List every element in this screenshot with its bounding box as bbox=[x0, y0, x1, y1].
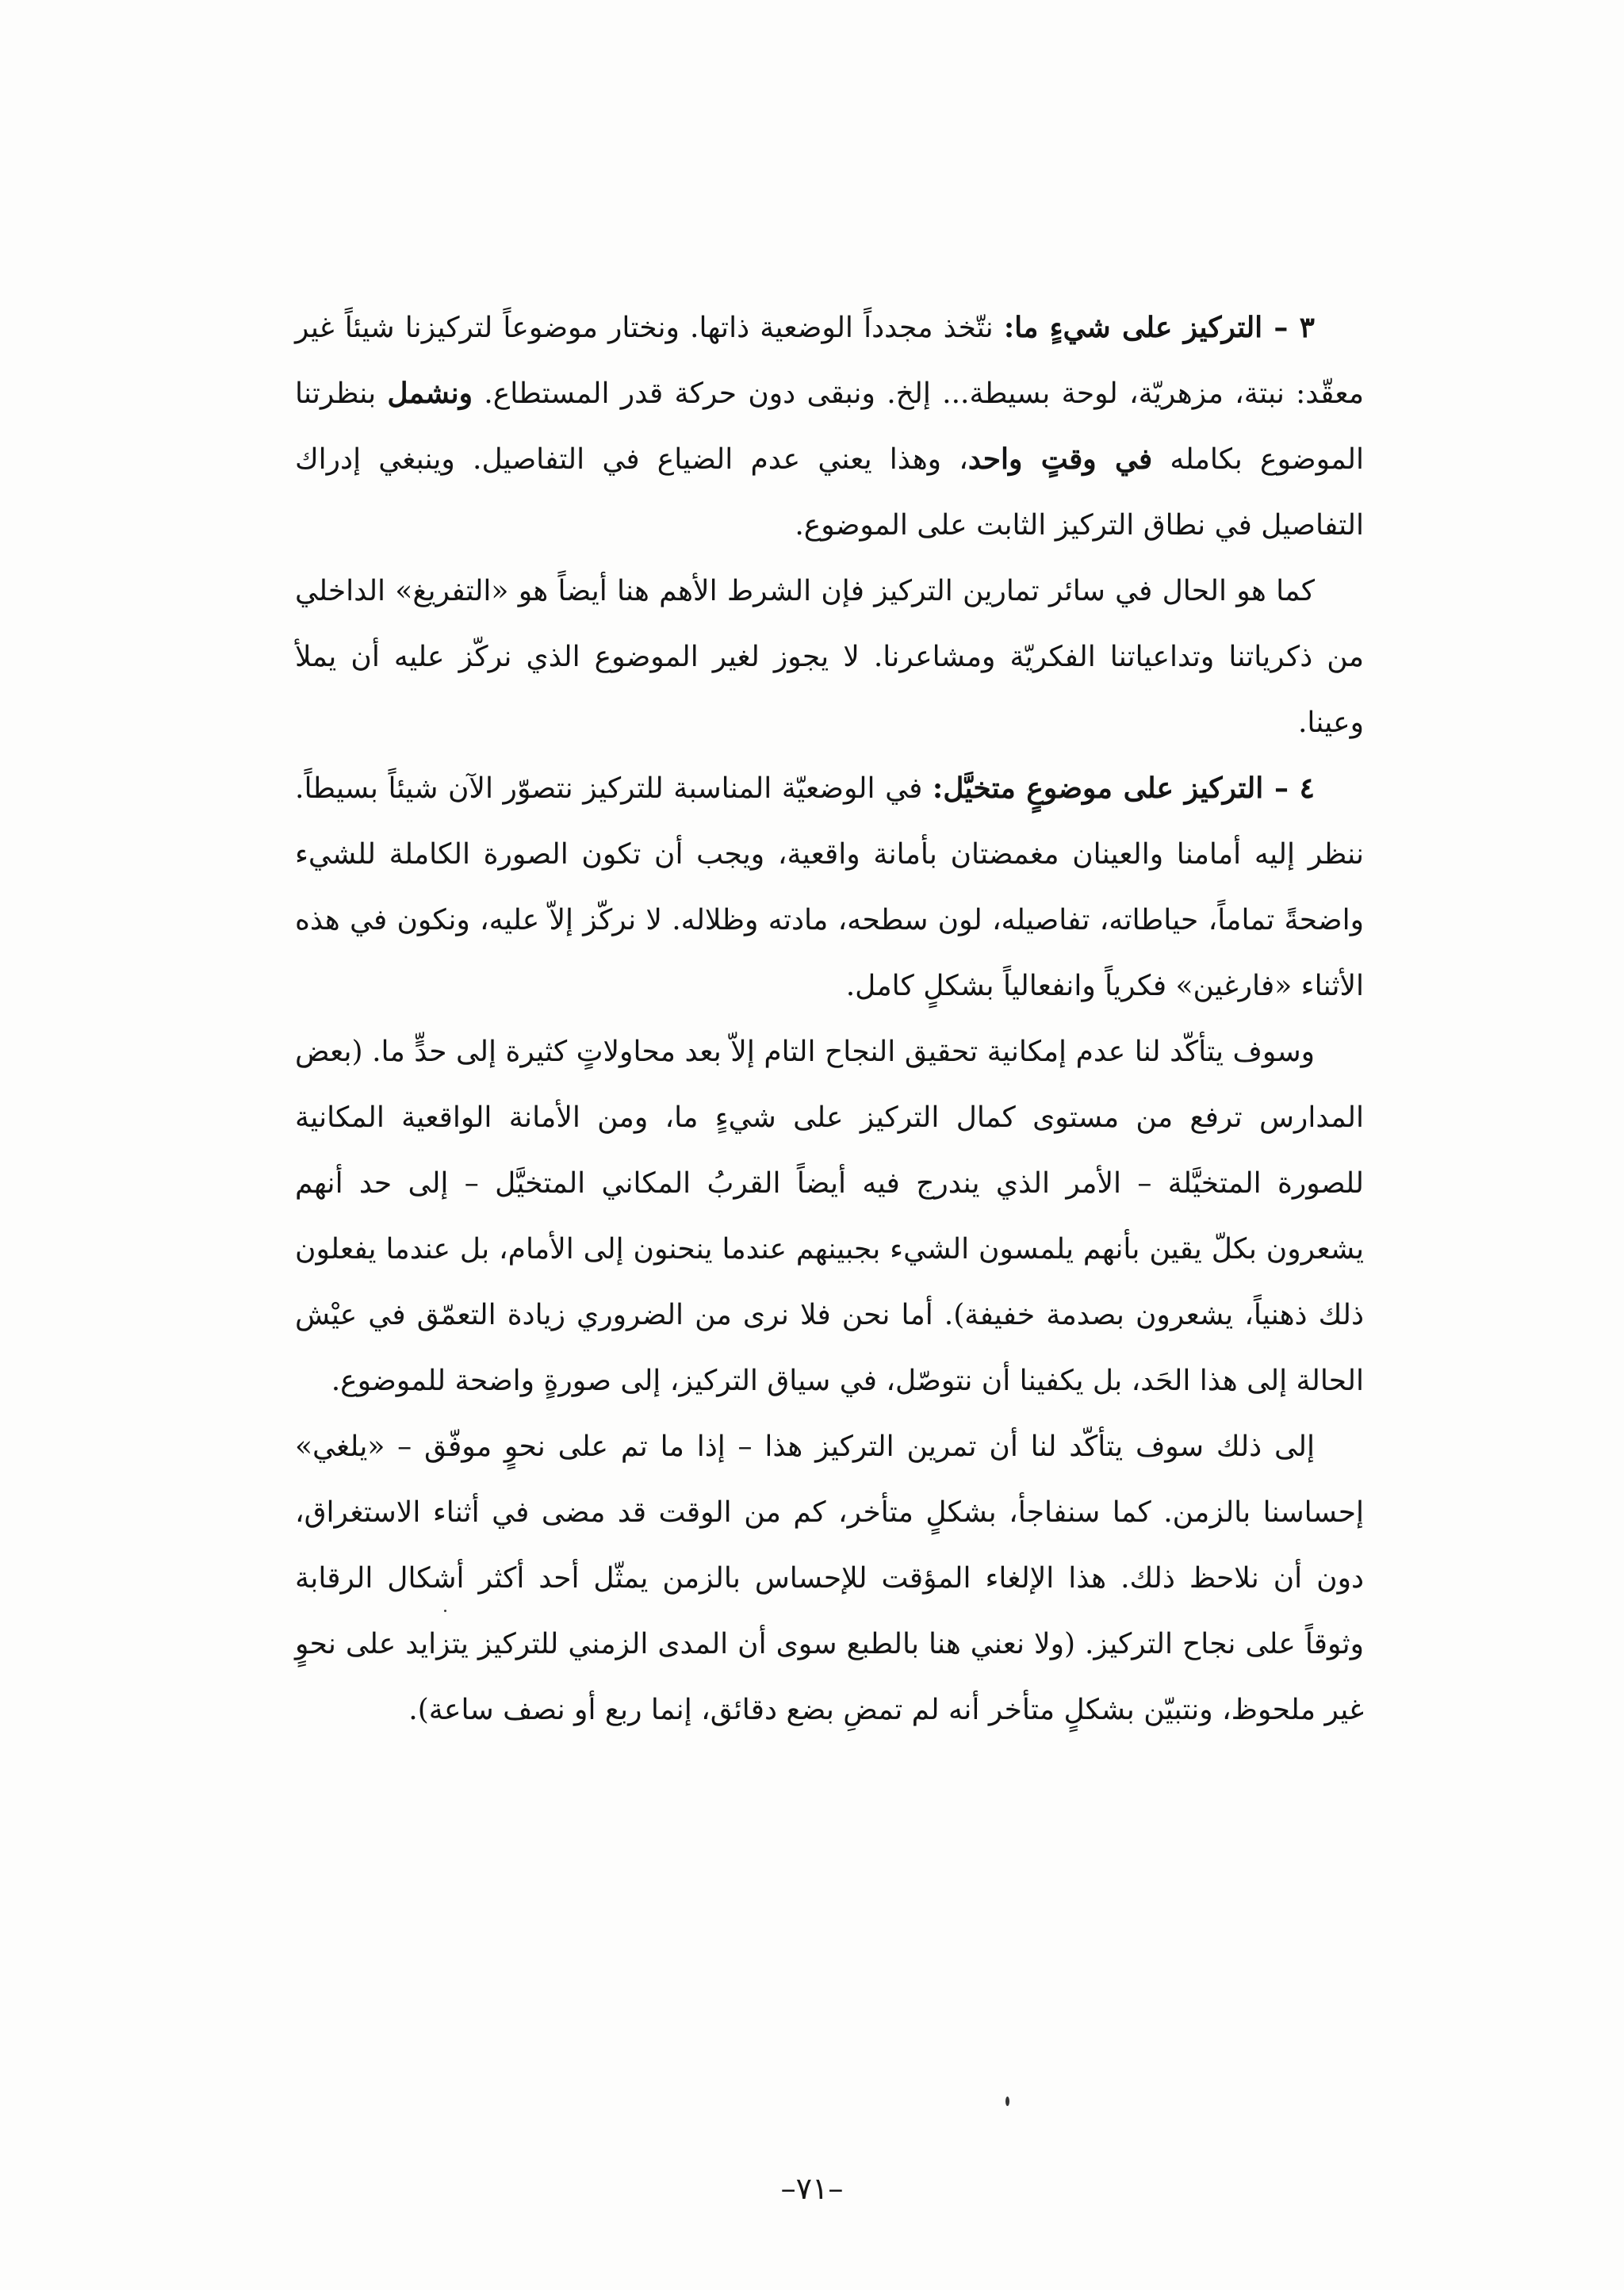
paragraph-time bbox=[295, 1414, 1364, 1743]
paragraph-3 bbox=[295, 295, 1364, 558]
paragraph-emptying bbox=[295, 558, 1364, 756]
page-number: –٧١– bbox=[780, 2171, 844, 2206]
body-text bbox=[295, 295, 1364, 1743]
ink-speck bbox=[1005, 2097, 1009, 2106]
paragraph-text: ، وهذا يعني عدم الضياع في التفاصيل. وينبغي إدراك التفاصيل في نطاق التركيز الثابت على الموضوع. bbox=[295, 443, 1364, 542]
paragraph-text: نتّخذ مجدداً الوضعية ذاتها. ونختار موضوعاً لتركيزنا شيئاً غير معقّد: نبتة، مزهريّة، لوحة بسيطة... إلخ. ونبقى دون حركة قدر المستطاع. bbox=[295, 312, 1364, 410]
paragraph-text: في الوضعيّة المناسبة للتركيز نتصوّر الآن شيئاً بسيطاً. ننظر إليه أمامنا والعينان مغمضتان بأمانة واقعية، ويجب أن تكون الصورة الكاملة للشيء واضحةً تماماً، حياطاته، تفاصيله، لون سطحه، مادته وظلاله. لا نركّز إلاّ عليه، ونكون في هذه الأثناء «فارغين» فكرياً وانفعالياً بشكلٍ كامل. bbox=[295, 772, 1364, 1002]
emphasis-text: ونشمل bbox=[387, 377, 473, 410]
paragraph-text: بنظرتنا الموضوع بكامله bbox=[295, 377, 1364, 476]
paragraph-text: كما هو الحال في سائر تمارين التركيز فإن الشرط الأهم هنا أيضاً هو «التفريغ» الداخلي من ذكرياتنا وتداعياتنا الفكريّة ومشاعرنا. لا يجوز لغير الموضوع الذي نركّز عليه أن يملأ وعينا. bbox=[295, 575, 1364, 739]
ink-speck bbox=[444, 1610, 446, 1612]
paragraph-text: وسوف يتأكّد لنا عدم إمكانية تحقيق النجاح التام إلاّ بعد محاولاتٍ كثيرة إلى حدٍّ ما. (بعض المدارس ترفع من مستوى كمال التركيز على شيءٍ ما، ومن الأمانة الواقعية المكانية للصورة المتخيَّلة – الأمر الذي يندرج فيه أيضاً القربُ المكاني المتخيَّل – إلى حد أنهم يشعرون بكلّ يقين بأنهم يلمسون الشيء بجبينهم عندما ينحنون إلى الأمام، بل عندما يفعلون ذلك ذهنياً، يشعرون بصدمة خفيفة). أما نحن فلا نرى من الضروري زيادة التعمّق في عيْش الحالة إلى هذا الحَد، بل يكفينا أن نتوصّل، في سياق التركيز، إلى صورةٍ واضحة للموضوع. bbox=[295, 1036, 1364, 1397]
emphasis-text: في وقتٍ واحد bbox=[967, 442, 1153, 476]
section-heading-4: ٤ – التركيز على موضوعٍ متخيَّل: bbox=[932, 772, 1315, 805]
paragraph-text: إلى ذلك سوف يتأكّد لنا أن تمرين التركيز هذا – إذا ما تم على نحوٍ موفّق – «يلغي» إحساسنا بالزمن. كما سنفاجأ، بشكلٍ متأخر، كم من الوقت قد مضى في أثناء الاستغراق، دون أن نلاحظ ذلك. هذا الإلغاء المؤقت للإحساس بالزمن يمثّل أحد أكثر أشكال الرقابة وثوقاً على نجاح التركيز. (ولا نعني هنا بالطبع سوى أن المدى الزمني للتركيز يتزايد على نحوٍ غير ملحوظ، ونتبيّن بشكلٍ متأخر أنه لم تمضِ بضع دقائق، إنما ربع أو نصف ساعة). bbox=[295, 1430, 1364, 1726]
paragraph-schools bbox=[295, 1019, 1364, 1414]
paragraph-4 bbox=[295, 756, 1364, 1019]
section-heading-3: ٣ – التركيز على شيءٍ ما: bbox=[1003, 311, 1315, 344]
